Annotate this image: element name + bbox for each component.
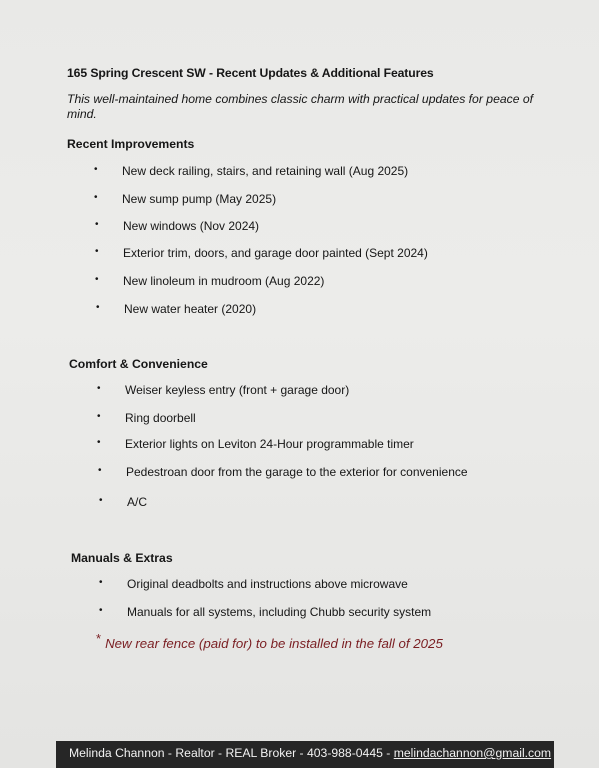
section-heading-manuals-extras: Manuals & Extras [71,551,173,565]
list-item-text: Pedestroan door from the garage to the exterior for convenience [126,465,468,479]
bullet-icon: • [98,465,102,476]
bullet-icon: • [97,437,101,448]
list-item-text: New windows (Nov 2024) [123,219,260,233]
fence-note [96,631,443,651]
footer-contact-text: Melinda Channon - Realtor - REAL Broker - 403-988-0445 - [69,746,394,760]
bullet-icon: • [94,164,98,175]
bullet-icon: • [99,605,103,616]
list-item-text: New linoleum in mudroom (Aug 2022) [123,274,325,288]
bullet-icon: • [96,302,100,313]
fence-note-text: New rear fence (paid for) to be installed in the fall of 2025 [105,636,443,651]
bullet-icon: • [95,274,99,285]
bullet-icon: • [97,411,101,422]
bullet-icon: • [95,219,99,230]
list-item [97,383,350,397]
bullet-icon: • [99,577,103,588]
list-item [99,495,148,509]
list-item [94,164,409,178]
list-item [99,605,432,619]
list-item [98,465,468,479]
list-item-text: Exterior lights on Leviton 24-Hour programmable timer [125,437,414,451]
document-title: 165 Spring Crescent SW - Recent Updates & Additional Features [67,66,434,80]
list-item [99,577,408,591]
bullet-icon: • [95,246,99,257]
contact-footer [56,741,554,768]
list-item [95,246,428,260]
bullet-icon: • [99,495,103,506]
list-item-text: A/C [127,495,148,509]
list-item [97,437,414,451]
section-heading-comfort-convenience: Comfort & Convenience [69,357,208,371]
section-heading-recent-improvements: Recent Improvements [67,137,195,151]
email-link[interactable]: melindachannon@gmail.com [393,746,552,760]
list-item-text: New deck railing, stairs, and retaining wall (Aug 2025) [122,164,409,178]
list-item [96,302,257,316]
list-item-text: Ring doorbell [125,411,196,425]
list-item-text: Weiser keyless entry (front + garage door) [125,383,350,397]
list-item-text: Original deadbolts and instructions above microwave [127,577,408,591]
list-item-text: New water heater (2020) [124,302,257,316]
list-item [97,411,196,425]
list-item-text: New sump pump (May 2025) [122,192,277,206]
bullet-icon: • [97,383,101,394]
asterisk-icon: * [96,631,102,646]
list-item [95,219,260,233]
list-item [95,274,325,288]
list-item-text: Manuals for all systems, including Chubb security system [127,605,432,619]
bullet-icon: • [94,192,98,203]
intro-text: This well-maintained home combines classic charm with practical updates for peace of mind. [67,92,534,121]
list-item [94,192,277,206]
list-item-text: Exterior trim, doors, and garage door painted (Sept 2024) [123,246,428,260]
